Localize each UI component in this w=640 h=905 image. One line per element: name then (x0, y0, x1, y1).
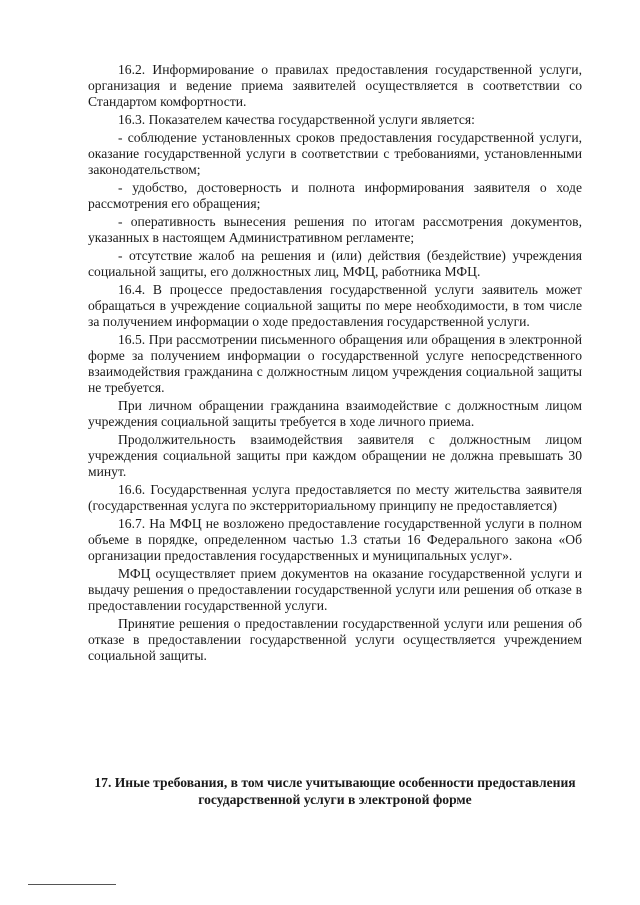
paragraph-16-7: 16.7. На МФЦ не возложено предоставление государственной услуги в полном объеме в порядке, определенном частью 1.3 статьи 16 Федерального закона «Об организации предоставления государственных и муниципальных услуг». (88, 516, 582, 563)
paragraph-duration: Продолжительность взаимодействия заявителя с должностным лицом учреждения социальной защиты при каждом обращении не должна превышать 30 минут. (88, 432, 582, 479)
section-heading-17: 17. Иные требования, в том числе учитывающие особенности предоставления государственной услуги в электроной форме (94, 775, 576, 807)
paragraph-16-3: 16.3. Показателем качества государственной услуги является: (118, 112, 475, 127)
list-item-no-complaints: - отсутствие жалоб на решения и (или) действия (бездействие) учреждения социальной защиты, его должностных лиц, МФЦ, работника МФЦ. (88, 248, 582, 279)
list-item-deadlines: - соблюдение установленных сроков предоставления государственной услуги, оказание государственной услуги в соответствии с требованиями, установленными законодательством; (88, 130, 582, 177)
paragraph-16-5: 16.5. При рассмотрении письменного обращения или обращения в электронной форме за получением информации о государственной услуге непосредственного взаимодействия гражданина с должностным лицом учреждения социальной защиты не требуется. (88, 332, 582, 395)
paragraph-mfc-reception: МФЦ осуществляет прием документов на оказание государственной услуги и выдачу решения о предоставлении государственной услуги или решения об отказе в предоставлении государственной услуги. (88, 566, 582, 613)
list-item-promptness: - оперативность вынесения решения по итогам рассмотрения документов, указанных в настоящем Административном регламенте; (88, 214, 582, 245)
list-item-convenience: - удобство, достоверность и полнота информирования заявителя о ходе рассмотрения его обращения; (88, 180, 582, 211)
paragraph-16-6: 16.6. Государственная услуга предоставляется по месту жительства заявителя (государственная услуга по экстерриториальному принципу не предоставляется) (88, 482, 582, 513)
paragraph-16-4: 16.4. В процессе предоставления государственной услуги заявитель может обращаться в учреждение социальной защиты по мере необходимости, в том числе за получением информации о ходе предоставления государственной услуги. (88, 282, 582, 329)
paragraph-decision: Принятие решения о предоставлении государственной услуги или решения об отказе в предоставлении государственной услуги осуществляется учреждением социальной защиты. (88, 616, 582, 663)
footnote-divider (28, 884, 116, 885)
document-body (88, 62, 582, 666)
paragraph-16-2: 16.2. Информирование о правилах предоставления государственной услуги, организация и ведение приема заявителей осуществляется в соответствии со Стандартом комфортности. (88, 62, 582, 109)
paragraph-personal-visit: При личном обращении гражданина взаимодействие с должностным лицом учреждения социальной защиты требуется в ходе личного приема. (88, 398, 582, 429)
